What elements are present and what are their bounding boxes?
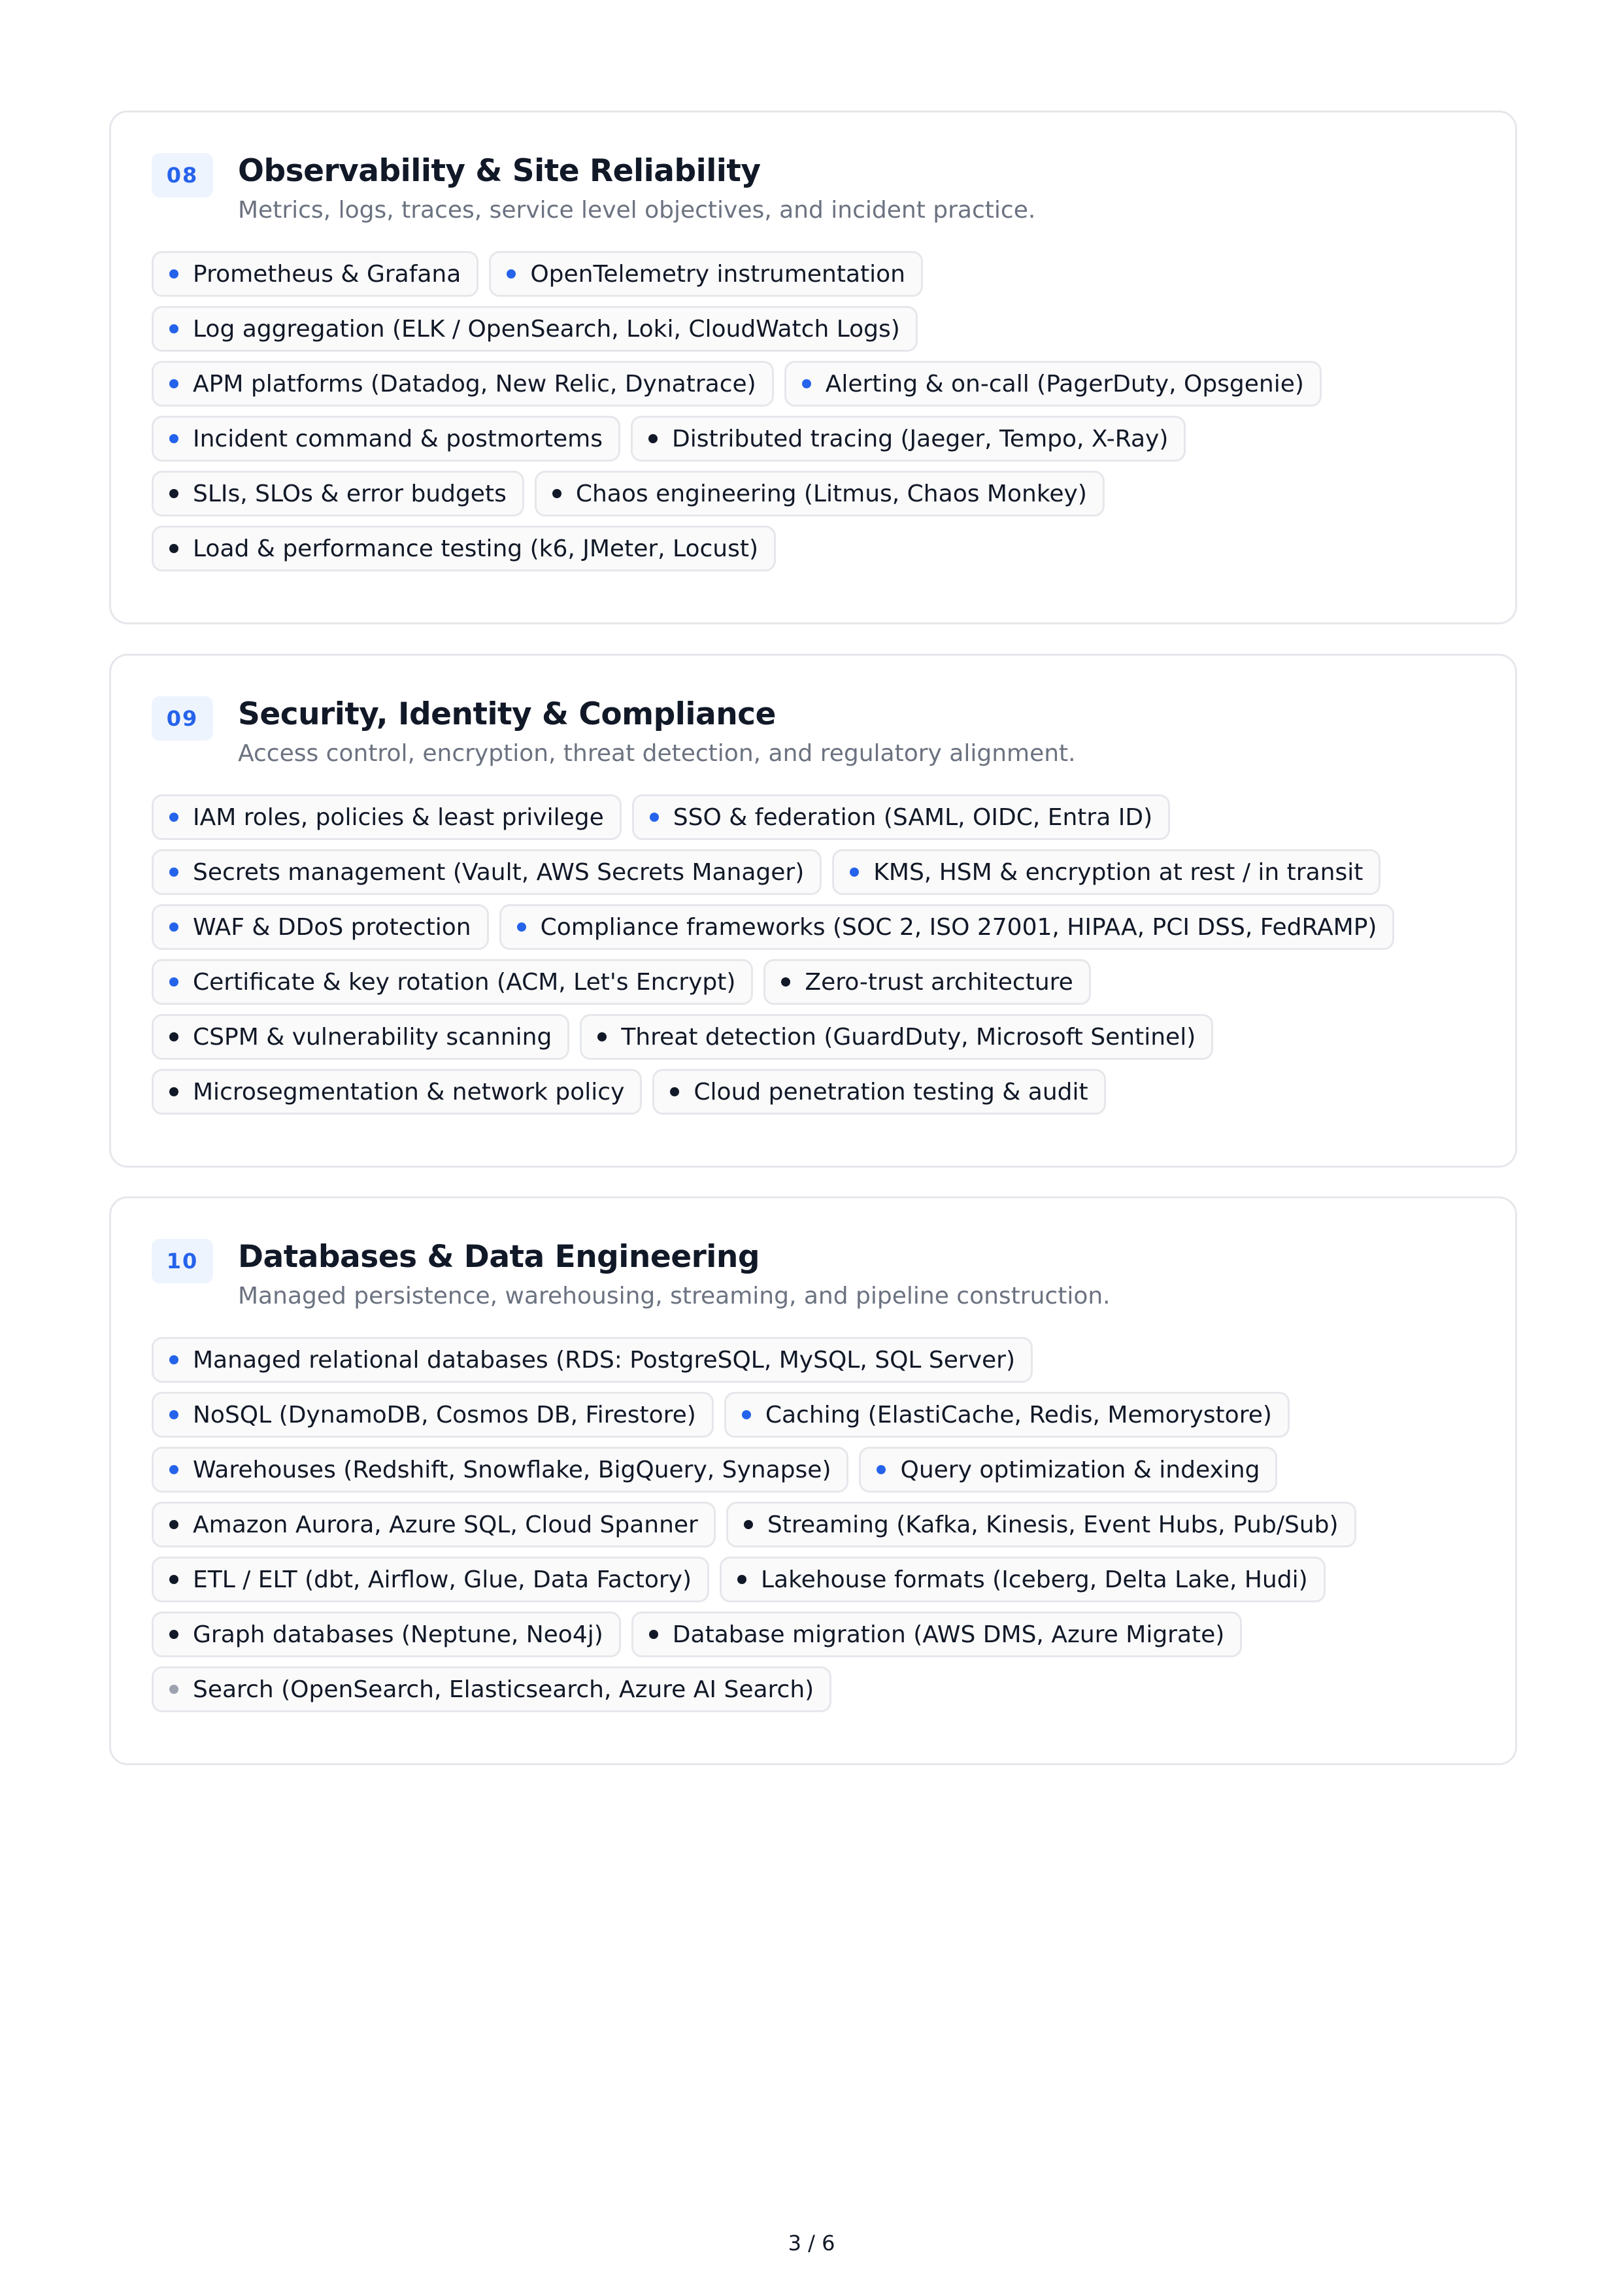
bullet-dot-icon bbox=[169, 977, 178, 987]
bullet-dot-icon bbox=[169, 489, 178, 498]
bullet-dot-icon bbox=[649, 1630, 658, 1639]
section-heading bbox=[238, 1239, 1111, 1311]
bullet-dot-icon bbox=[169, 379, 178, 388]
section-header bbox=[152, 696, 1475, 768]
skill-chip-label: Caching (ElastiCache, Redis, Memorystore) bbox=[765, 1401, 1272, 1428]
skill-chip-label: KMS, HSM & encryption at rest / in transit bbox=[873, 858, 1364, 886]
skill-chip bbox=[763, 959, 1090, 1005]
skill-chip bbox=[631, 416, 1186, 462]
section-title: Observability & Site Reliability bbox=[238, 153, 761, 189]
section-number-badge: 10 bbox=[152, 1239, 213, 1283]
skill-chip-label: Chaos engineering (Litmus, Chaos Monkey) bbox=[575, 480, 1087, 507]
section-card-observability bbox=[109, 110, 1517, 624]
skill-chip-label: Search (OpenSearch, Elasticsearch, Azure AI Search) bbox=[193, 1676, 814, 1703]
skill-chip-label: Prometheus & Grafana bbox=[193, 260, 461, 288]
bullet-dot-icon bbox=[737, 1575, 746, 1584]
skill-chip bbox=[632, 794, 1170, 840]
section-heading bbox=[238, 153, 1035, 225]
skill-chip bbox=[152, 471, 524, 516]
skill-chip bbox=[152, 1557, 709, 1602]
skill-chip bbox=[152, 251, 478, 297]
section-description: Managed persistence, warehousing, streaming, and pipeline construction. bbox=[238, 1283, 1111, 1309]
skill-chip bbox=[580, 1014, 1213, 1060]
skill-chip bbox=[152, 1666, 831, 1712]
bullet-dot-icon bbox=[169, 1410, 178, 1419]
skill-chip bbox=[152, 306, 918, 352]
bullet-dot-icon bbox=[169, 1575, 178, 1584]
skill-chip-label: Lakehouse formats (Iceberg, Delta Lake, Hudi) bbox=[761, 1566, 1308, 1593]
section-card-databases bbox=[109, 1196, 1517, 1765]
skill-chip bbox=[152, 1502, 716, 1547]
bullet-dot-icon bbox=[169, 1520, 178, 1529]
skill-chip-label: SLIs, SLOs & error budgets bbox=[193, 480, 507, 507]
bullet-dot-icon bbox=[169, 434, 178, 443]
skill-chip-list bbox=[152, 1337, 1459, 1712]
skill-chip bbox=[152, 1014, 569, 1060]
skill-chip-label: Alerting & on-call (PagerDuty, Opsgenie) bbox=[825, 370, 1304, 397]
section-header bbox=[152, 153, 1475, 225]
skill-chip bbox=[499, 904, 1395, 950]
bullet-dot-icon bbox=[850, 868, 859, 877]
skill-chip-label: OpenTelemetry instrumentation bbox=[530, 260, 905, 288]
bullet-dot-icon bbox=[169, 922, 178, 932]
skill-chip bbox=[152, 1392, 714, 1438]
skill-chip-label: IAM roles, policies & least privilege bbox=[193, 803, 604, 831]
bullet-dot-icon bbox=[169, 1465, 178, 1474]
section-description: Metrics, logs, traces, service level objectives, and incident practice. bbox=[238, 197, 1036, 224]
skill-chip-label: Graph databases (Neptune, Neo4j) bbox=[193, 1621, 603, 1648]
skill-chip bbox=[726, 1502, 1356, 1547]
skill-chip bbox=[152, 526, 776, 571]
bullet-dot-icon bbox=[552, 489, 561, 498]
bullet-dot-icon bbox=[169, 1355, 178, 1364]
skill-chip-label: Threat detection (GuardDuty, Microsoft Sentinel) bbox=[621, 1023, 1196, 1051]
bullet-dot-icon bbox=[169, 868, 178, 877]
skill-chip bbox=[652, 1069, 1105, 1115]
skill-chip-label: WAF & DDoS protection bbox=[193, 913, 471, 941]
bullet-dot-icon bbox=[169, 324, 178, 333]
bullet-dot-icon bbox=[169, 813, 178, 822]
bullet-dot-icon bbox=[169, 1032, 178, 1041]
skill-chip-label: Amazon Aurora, Azure SQL, Cloud Spanner bbox=[193, 1511, 698, 1538]
skill-chip bbox=[832, 849, 1380, 895]
section-description: Access control, encryption, threat detection, and regulatory alignment. bbox=[238, 740, 1076, 767]
bullet-dot-icon bbox=[169, 1685, 178, 1694]
bullet-dot-icon bbox=[597, 1032, 607, 1041]
bullet-dot-icon bbox=[877, 1465, 886, 1474]
skill-chip bbox=[152, 1337, 1033, 1383]
bullet-dot-icon bbox=[507, 269, 516, 279]
skill-chip bbox=[631, 1612, 1243, 1657]
skill-chip bbox=[535, 471, 1105, 516]
skill-chip-label: Zero-trust architecture bbox=[805, 968, 1073, 996]
skill-chip bbox=[152, 361, 774, 407]
skill-chip bbox=[720, 1557, 1326, 1602]
bullet-dot-icon bbox=[169, 544, 178, 553]
bullet-dot-icon bbox=[742, 1410, 751, 1419]
skill-chip-label: Query optimization & indexing bbox=[900, 1456, 1260, 1483]
section-card-security bbox=[109, 654, 1517, 1168]
skill-chip-label: CSPM & vulnerability scanning bbox=[193, 1023, 552, 1051]
skill-chip bbox=[152, 1612, 621, 1657]
section-title: Security, Identity & Compliance bbox=[238, 696, 776, 732]
bullet-dot-icon bbox=[648, 434, 658, 443]
section-heading bbox=[238, 696, 1076, 768]
section-number-badge: 08 bbox=[152, 153, 213, 197]
skill-chip bbox=[859, 1447, 1277, 1493]
skill-chip-label: Warehouses (Redshift, Snowflake, BigQuery, Synapse) bbox=[193, 1456, 831, 1483]
skill-chip-list bbox=[152, 794, 1459, 1115]
bullet-dot-icon bbox=[517, 922, 526, 932]
skill-chip bbox=[152, 416, 620, 462]
bullet-dot-icon bbox=[744, 1520, 753, 1529]
skill-chip bbox=[152, 904, 489, 950]
skill-chip-label: Secrets management (Vault, AWS Secrets Manager) bbox=[193, 858, 805, 886]
skill-chip-label: Cloud penetration testing & audit bbox=[694, 1078, 1088, 1106]
bullet-dot-icon bbox=[169, 1087, 178, 1096]
skill-chip bbox=[489, 251, 923, 297]
page-indicator: 3 / 6 bbox=[788, 2231, 835, 2255]
skill-chip-label: APM platforms (Datadog, New Relic, Dynatrace) bbox=[193, 370, 756, 397]
skill-chip bbox=[152, 959, 753, 1005]
skill-chip-label: Distributed tracing (Jaeger, Tempo, X-Ray) bbox=[671, 425, 1169, 452]
bullet-dot-icon bbox=[670, 1087, 679, 1096]
skill-chip-label: Compliance frameworks (SOC 2, ISO 27001, HIPAA, PCI DSS, FedRAMP) bbox=[540, 913, 1377, 941]
skill-chip-label: Database migration (AWS DMS, Azure Migrate) bbox=[672, 1621, 1225, 1648]
skill-chip bbox=[152, 794, 622, 840]
bullet-dot-icon bbox=[169, 269, 178, 279]
skill-chip-label: Streaming (Kafka, Kinesis, Event Hubs, Pub/Sub) bbox=[767, 1511, 1339, 1538]
skill-chip-label: Log aggregation (ELK / OpenSearch, Loki, CloudWatch Logs) bbox=[193, 315, 900, 343]
skill-chip-label: SSO & federation (SAML, OIDC, Entra ID) bbox=[673, 803, 1153, 831]
skill-chip bbox=[152, 849, 822, 895]
bullet-dot-icon bbox=[169, 1630, 178, 1639]
skill-chip-label: Certificate & key rotation (ACM, Let's Encrypt) bbox=[193, 968, 736, 996]
section-number-badge: 09 bbox=[152, 696, 213, 741]
bullet-dot-icon bbox=[650, 813, 659, 822]
skill-chip-label: Incident command & postmortems bbox=[193, 425, 603, 452]
section-title: Databases & Data Engineering bbox=[238, 1239, 760, 1275]
skill-chip-label: ETL / ELT (dbt, Airflow, Glue, Data Factory) bbox=[193, 1566, 692, 1593]
bullet-dot-icon bbox=[781, 977, 790, 987]
skill-chip bbox=[784, 361, 1322, 407]
skill-chip bbox=[724, 1392, 1290, 1438]
skill-chip-label: Managed relational databases (RDS: PostgreSQL, MySQL, SQL Server) bbox=[193, 1346, 1016, 1374]
skill-chip-list bbox=[152, 251, 1459, 571]
skill-chip-label: Load & performance testing (k6, JMeter, Locust) bbox=[193, 535, 759, 562]
skill-chip-label: Microsegmentation & network policy bbox=[193, 1078, 625, 1106]
skill-chip-label: NoSQL (DynamoDB, Cosmos DB, Firestore) bbox=[193, 1401, 696, 1428]
skill-chip bbox=[152, 1447, 848, 1493]
bullet-dot-icon bbox=[802, 379, 811, 388]
section-header bbox=[152, 1239, 1475, 1311]
skill-chip bbox=[152, 1069, 642, 1115]
